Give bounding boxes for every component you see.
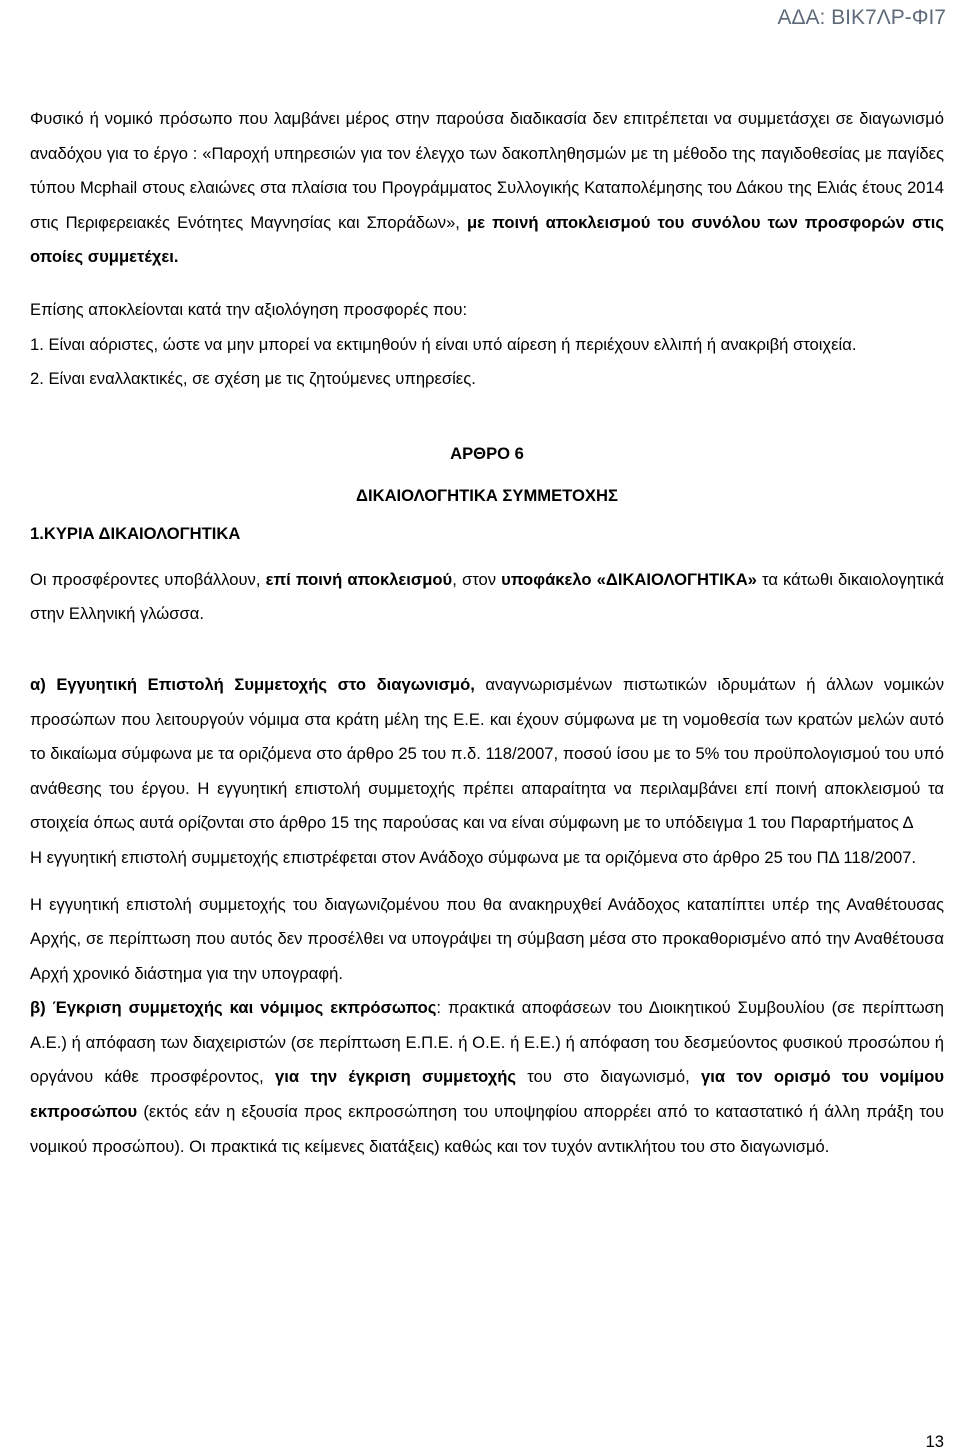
- section-intro-c: , στον: [452, 569, 502, 589]
- ada-code: ΑΔΑ: ΒΙΚ7ΛΡ-ΦΙ7: [777, 6, 946, 29]
- section-intro-paragraph: [30, 563, 944, 632]
- section-intro-d: υποφάκελο «ΔΙΚΑΙΟΛΟΓΗΤΙΚΑ»: [501, 569, 757, 589]
- item-a-heading: α) Εγγυητική Επιστολή Συμμετοχής στο διαγωνισμό,: [30, 674, 475, 694]
- item-b-text-3: (εκτός εάν η εξουσία προς εκπροσώπηση του υποψηφίου απορρέει από το καταστατικό ή άλλη πράξη του νομικού προσώπου). Οι πρακτικά τις κείμενες διατάξεις) καθώς και τον τυχόν αντικλήτου του στο διαγωνισμό.: [30, 1102, 944, 1156]
- document-body: [30, 102, 944, 1164]
- exclusion-penalty-text: με ποινή αποκλεισμού του συνόλου των προσφορών στις οποίες συμμετέχει.: [30, 212, 944, 267]
- exclusion-paragraph: [30, 102, 944, 275]
- article-title: ΔΙΚΑΙΟΛΟΓΗΤΙΚΑ ΣΥΜΜΕΤΟΧΗΣ: [356, 485, 618, 505]
- exclusion-text: Φυσικό ή νομικό πρόσωπο που λαμβάνει μέρος στην παρούσα διαδικασία δεν επιτρέπεται να συμμετάσχει σε διαγωνισμό αναδόχου για το έργο : «Παροχή υπηρεσιών για τον έλεγχο των δακοπληθησμών με τη μέθοδο της παγιδοθεσίας με παγίδες τύπου Mcphail στους ελαιώνες στα πλαίσια του Προγράμματος Συλλογικής Καταπολέμησης του Δάκου της Ελιάς έτους 2014 στις Περιφερειακές Ενότητες Μαγνησίας και Σποράδων»,: [30, 109, 944, 232]
- exclusions-intro: Επίσης αποκλείονται κατά την αξιολόγηση προσφορές που:: [30, 299, 468, 319]
- article-number: ΑΡΘΡΟ 6: [450, 443, 524, 463]
- item-b-bold-3: για τον ορισμό του νομίμου εκπροσώπου: [30, 1067, 944, 1122]
- item-a-paragraph: [30, 668, 944, 841]
- page-number: 13: [925, 1432, 944, 1451]
- item-a-forfeit-paragraph: Η εγγυητική επιστολή συμμετοχής του διαγωνιζομένου που θα ανακηρυχθεί Ανάδοχος καταπίπτει υπέρ της Αναθέτουσας Αρχής, σε περίπτωση που αυτός δεν προσέλθει να υπογράψει τη σύμβαση μέσα στο προκαθορισμένο από την Αναθέτουσα Αρχή χρονικό διάστημα για την υπογραφή.: [30, 894, 944, 983]
- section-intro-b: επί ποινή αποκλεισμού: [265, 569, 453, 589]
- item-a-return-paragraph: Η εγγυητική επιστολή συμμετοχής επιστρέφεται στον Ανάδοχο σύμφωνα με τα οριζόμενα στο άρθρο 25 του ΠΔ 118/2007.: [30, 847, 917, 867]
- section-intro-a: Οι προσφέροντες υποβάλλουν,: [30, 569, 266, 589]
- item-a-text: αναγνωρισμένων πιστωτικών ιδρυμάτων ή άλλων νομικών προσώπων που λειτουργούν νόμιμα στα κράτη μέλη της Ε.Ε. και έχουν σύμφωνα με τη νομοθεσία των κρατών μελών αυτό το δικαίωμα σύμφωνα με τα οριζόμενα στο άρθρο 25 του π.δ. 118/2007, ποσού ίσου με το 5% του προϋπολογισμού του υπό ανάθεσης του έργου. Η εγγυητική επιστολή συμμετοχής πρέπει απαραίτητα να περιλαμβάνει επί ποινή αποκλεισμού τα στοιχεία όπως αυτά ορίζονται στο άρθρο 15 της παρούσας και να είναι σύμφωνη με το υπόδειγμα 1 του Παραρτήματος Δ: [30, 674, 944, 833]
- item-b-heading: β) Έγκριση συμμετοχής και νόμιμος εκπρόσωπος: [30, 998, 437, 1018]
- exclusion-item-1: 1. Είναι αόριστες, ώστε να μην μπορεί να εκτιμηθούν ή είναι υπό αίρεση ή περιέχουν ελλιπή ή ανακριβή στοιχεία.: [30, 334, 857, 354]
- item-b-paragraph: [30, 991, 944, 1164]
- exclusion-item-2: 2. Είναι εναλλακτικές, σε σχέση με τις ζητούμενες υπηρεσίες.: [30, 369, 476, 389]
- section-label: 1.ΚΥΡΙΑ ΔΙΚΑΙΟΛΟΓΗΤΙΚΑ: [30, 523, 241, 543]
- item-b-bold-2: για την έγκριση συμμετοχής: [275, 1067, 517, 1087]
- item-b-text-1: : πρακτικά αποφάσεων του Διοικητικού Συμβουλίου (σε περίπτωση Α.Ε.) ή απόφαση των διαχειριστών (σε περίπτωση Ε.Π.Ε. ή Ο.Ε. ή Ε.Ε.) ή απόφαση του δεσμεύοντος φυσικού προσώπου ή οργάνου κάθε προσφέροντος,: [30, 998, 944, 1087]
- section-intro-e: τα κάτωθι δικαιολογητικά στην Ελληνική γλώσσα.: [30, 569, 944, 624]
- item-b-text-2: του στο διαγωνισμό,: [516, 1067, 701, 1087]
